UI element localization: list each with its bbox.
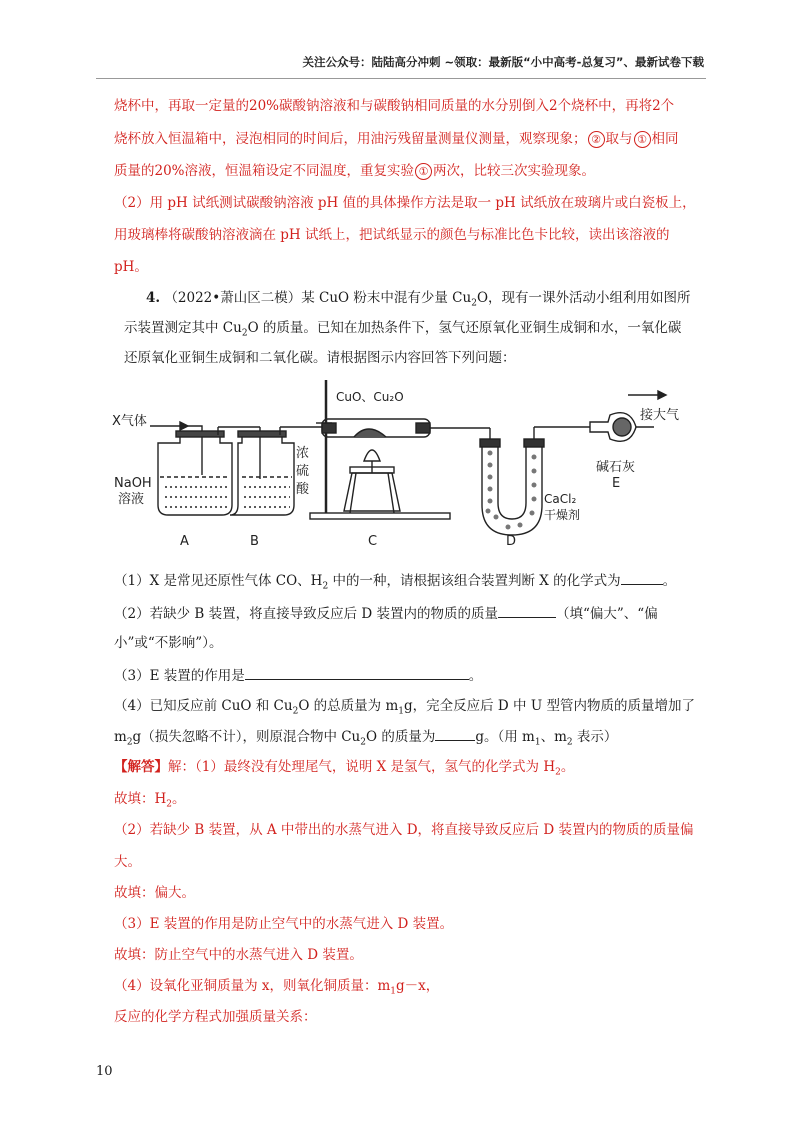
label-h2so4-2: 硫: [296, 464, 310, 479]
alcohol-lamp: [344, 473, 400, 511]
label-soda-lime: 碱石灰: [596, 460, 636, 475]
solution-line-3: （3）E 装置的作用是防止空气中的水蒸气进入 D 装置。: [114, 916, 454, 932]
label-naoh-1: NaOH: [114, 476, 152, 491]
label-cacl2-1: CaCl₂: [544, 492, 577, 506]
label-cacl2-2: 干燥剂: [544, 508, 581, 522]
subq-1: （1）X 是常见还原性气体 CO、$H_2$ 中的一种，请根据该组合装置判断 X 的化学式为 。: [114, 570, 676, 597]
circled-1: ①: [634, 131, 651, 148]
label-e: E: [612, 476, 621, 491]
solution-line-4: （4）设氧化亚铜质量为 x，则氧化铜质量：$m_1g-x$，: [114, 978, 440, 997]
page-header: [302, 54, 704, 70]
label-h2so4-3: 酸: [296, 482, 310, 497]
prev-answer-line-3: 质量的20%溶液，恒温箱设定不同温度，重复实验 ① 两次，比较三次实验现象。: [114, 163, 596, 179]
prev-answer-line-1: 烧杯中，再取一定量的20%碳酸钠溶液和与碳酸钠相同质量的水分别倒入2个烧杯中，再将2个: [114, 98, 675, 114]
subq-4: （4）已知反应前 CuO 和 $Cu_2O$ 的总质量为 $m_1g$，完全反应后 D 中 U 型管内物质的质量增加了: [114, 698, 696, 717]
prev-answer-line-2: 烧杯放入恒温箱中，浸泡相同的时间后，用油污残留量测量仪测量，观察现象； ② 取与 ① 相同: [114, 131, 679, 147]
label-reagent-c: CuO、Cu₂O: [336, 390, 404, 404]
solution-fill-3: 故填：防止空气中的水蒸气进入 D 装置。: [114, 947, 363, 963]
question-line-3: 还原氧化亚铜生成铜和二氧化碳。请根据图示内容回答下列问题：: [124, 350, 516, 366]
u-stopper-l: [480, 439, 500, 447]
bottle-a: [158, 435, 232, 515]
subq-2: （2）若缺少 B 装置，将直接导致反应后 D 装置内的物质的质量 （填“偏大”、“偏: [114, 603, 658, 624]
label-b: B: [250, 534, 259, 549]
solution-line-2-cont: 大。: [114, 854, 141, 870]
lamp-flame: [364, 450, 380, 461]
label-a: A: [180, 534, 189, 549]
blank-1[interactable]: [621, 570, 663, 585]
solution-line-2: （2）若缺少 B 装置，从 A 中带出的水蒸气进入 D，将直接导致反应后 D 装置内的物质的质量偏: [114, 822, 694, 838]
solution-tag: 【解答】: [114, 759, 168, 775]
question-number: 4.: [146, 290, 161, 306]
label-d: D: [506, 534, 517, 549]
circled-2: ②: [588, 131, 605, 148]
outlet-arrow-head: [658, 391, 666, 399]
stopper-b: [238, 431, 286, 437]
powder-pile: [354, 429, 386, 437]
blank-2[interactable]: [498, 603, 556, 618]
subq-3: （3）E 装置的作用是 。: [114, 665, 482, 686]
page-number: 10: [96, 1064, 113, 1079]
apparatus-diagram: [110, 375, 700, 555]
label-air: 接大气: [640, 408, 680, 423]
label-gas-in: X气体: [112, 414, 147, 429]
solution-fill-1: 故填：$H_2$。: [114, 791, 186, 810]
solution-fill-2: 故填：偏大。: [114, 885, 195, 901]
question-line-1: 4. （2022•萧山区二模）某 CuO 粉末中混有少量 $Cu_2O$，现有一课外活动小组利用如图所: [146, 290, 691, 309]
cacl2-granules: [486, 451, 537, 530]
tube-stopper-r: [416, 423, 430, 433]
header-text: 关注公众号：陆陆高分冲刺 ~领取：最新版“小中高考-总复习”、最新试卷下载: [302, 55, 704, 69]
inlet-arrow-head: [180, 422, 188, 430]
tube-stopper-l: [322, 423, 336, 433]
question-line-2: 示装置测定其中 $Cu_2O$ 的质量。已知在加热条件下，氢气还原氧化亚铜生成铜和水，一氧化碳: [124, 320, 682, 339]
blank-4[interactable]: [435, 726, 475, 741]
soda-lime-fill: [613, 418, 631, 436]
subq-2-cont: 小”或“不影响”）。: [114, 635, 223, 651]
bottle-b: [230, 435, 294, 515]
circled-1b: ①: [415, 163, 432, 180]
stand-base: [310, 513, 450, 519]
header-divider: [96, 78, 706, 79]
stopper-a: [176, 431, 224, 437]
prev-answer-line-4: （2）用 pH 试纸测试碳酸钠溶液 pH 值的具体操作方法是取一 pH 试纸放在玻璃片或白瓷板上，: [114, 195, 696, 211]
label-h2so4-1: 浓: [296, 446, 310, 461]
prev-answer-line-6: pH。: [114, 259, 148, 275]
blank-3[interactable]: [245, 665, 469, 680]
label-c: C: [368, 534, 378, 549]
prev-answer-line-5: 用玻璃棒将碳酸钠溶液滴在 pH 试纸上，把试纸显示的颜色与标准比色卡比较，读出该溶液的: [114, 227, 670, 243]
u-stopper-r: [524, 439, 544, 447]
label-naoh-2: 溶液: [118, 492, 145, 507]
subq-4-cont: $m_2g$（损失忽略不计），则原混合物中 $Cu_2O$ 的质量为 g。（用 $m_1$、$m_2$ 表示）: [114, 726, 617, 753]
solution-line-1: 【解答】解：（1）最终没有处理尾气，说明 X 是氢气，氢气的化学式为 $H_2$。: [114, 759, 575, 778]
solution-line-5: 反应的化学方程式加强质量关系：: [114, 1009, 317, 1025]
